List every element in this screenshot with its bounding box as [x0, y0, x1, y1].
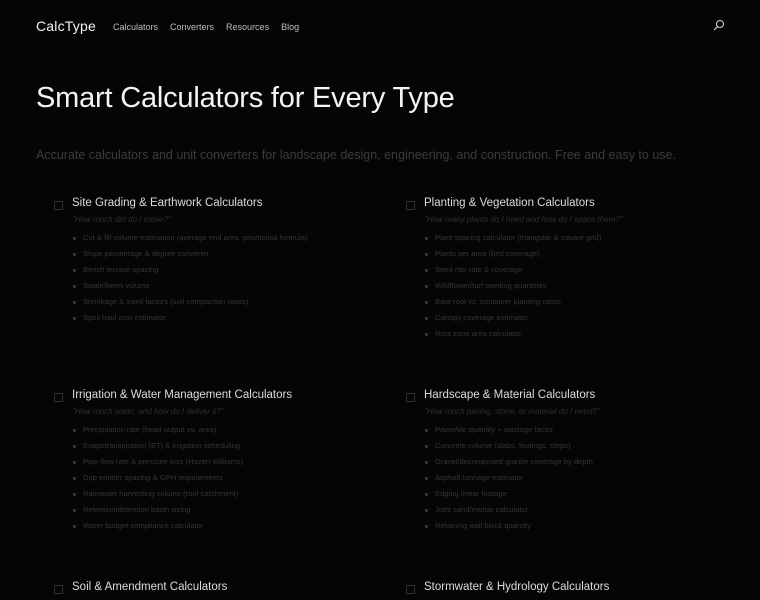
category-question: "How many plants do I need and how do I space them?" [424, 215, 623, 224]
list-item[interactable]: Slope percentage & degree converter [72, 249, 402, 265]
page-title: Smart Calculators for Every Type [36, 82, 455, 114]
category-site-grading [72, 197, 402, 329]
category-question: "How much dirt do I move?" [72, 215, 171, 224]
list-item[interactable]: Drip emitter spacing & GPH requirements [72, 473, 402, 489]
list-item[interactable]: Retaining wall block quantity [424, 521, 754, 537]
calculator-list [72, 425, 402, 537]
category-question: "How much paving, stone, or material do I need?" [424, 407, 600, 416]
calculator-list [424, 425, 754, 537]
list-item[interactable]: Seed mix rate & coverage [424, 265, 754, 281]
brand-logo[interactable]: CalcType [36, 18, 96, 34]
category-soil [72, 581, 402, 597]
calculator-list [72, 233, 402, 329]
category-checkbox[interactable] [406, 201, 415, 210]
category-checkbox[interactable] [406, 585, 415, 594]
category-stormwater [424, 581, 754, 597]
list-item[interactable]: Joint sand/mortar calculator [424, 505, 754, 521]
list-item[interactable]: Evapotranspiration (ET) & irrigation scheduling [72, 441, 402, 457]
list-item[interactable]: Concrete volume (slabs, footings, steps) [424, 441, 754, 457]
category-checkbox[interactable] [406, 393, 415, 402]
category-checkbox[interactable] [54, 585, 63, 594]
list-item[interactable]: Cut & fill volume estimation (average end area, prismoidal formula) [72, 233, 402, 249]
nav-resources[interactable]: Resources [226, 22, 270, 32]
list-item[interactable]: Canopy coverage estimator [424, 313, 754, 329]
category-question: "How much water, and how do I deliver it?" [72, 407, 224, 416]
category-checkbox[interactable] [54, 201, 63, 210]
list-item[interactable]: Plant spacing calculator (triangular & square grid) [424, 233, 754, 249]
calculator-list [424, 233, 754, 345]
list-item[interactable]: Paver/tile quantity + wastage factor [424, 425, 754, 441]
search-button[interactable] [713, 19, 727, 33]
category-title[interactable]: Soil & Amendment Calculators [72, 581, 228, 593]
list-item[interactable]: Edging linear footage [424, 489, 754, 505]
list-item[interactable]: Wildflower/turf seeding quantities [424, 281, 754, 297]
category-title[interactable]: Planting & Vegetation Calculators [424, 197, 595, 209]
list-item[interactable]: Water budget compliance calculator [72, 521, 402, 537]
category-title[interactable]: Hardscape & Material Calculators [424, 389, 596, 401]
list-item[interactable]: Plants per area (bed coverage) [424, 249, 754, 265]
list-item[interactable]: Root zone area calculator [424, 329, 754, 345]
page-subtitle: Accurate calculators and unit converters for landscape design, engineering, and construction. Free and easy to use. [36, 148, 676, 162]
main-nav [113, 22, 311, 32]
search-icon [713, 19, 725, 31]
site-header [0, 0, 760, 54]
list-item[interactable]: Pipe flow rate & pressure loss (Hazen-Williams) [72, 457, 402, 473]
nav-converters[interactable]: Converters [170, 22, 215, 32]
list-item[interactable]: Swale/berm volume [72, 281, 402, 297]
category-planting [424, 197, 754, 345]
list-item[interactable]: Gravel/decomposed granite coverage by depth [424, 457, 754, 473]
nav-blog[interactable]: Blog [281, 22, 300, 32]
list-item[interactable]: Precipitation rate (head output vs. area) [72, 425, 402, 441]
list-item[interactable]: Retention/detention basin sizing [72, 505, 402, 521]
list-item[interactable]: Spoil haul cost estimator [72, 313, 402, 329]
category-title[interactable]: Irrigation & Water Management Calculators [72, 389, 293, 401]
category-title[interactable]: Site Grading & Earthwork Calculators [72, 197, 263, 209]
list-item[interactable]: Asphalt tonnage estimator [424, 473, 754, 489]
category-irrigation [72, 389, 402, 537]
list-item[interactable]: Bare root vs. container planting ratios [424, 297, 754, 313]
list-item[interactable]: Rainwater harvesting volume (roof catchment) [72, 489, 402, 505]
category-checkbox[interactable] [54, 393, 63, 402]
list-item[interactable]: Bench terrace spacing [72, 265, 402, 281]
category-title[interactable]: Stormwater & Hydrology Calculators [424, 581, 610, 593]
nav-calculators[interactable]: Calculators [113, 22, 159, 32]
category-hardscape [424, 389, 754, 537]
list-item[interactable]: Shrinkage & swell factors (soil compaction ratios) [72, 297, 402, 313]
